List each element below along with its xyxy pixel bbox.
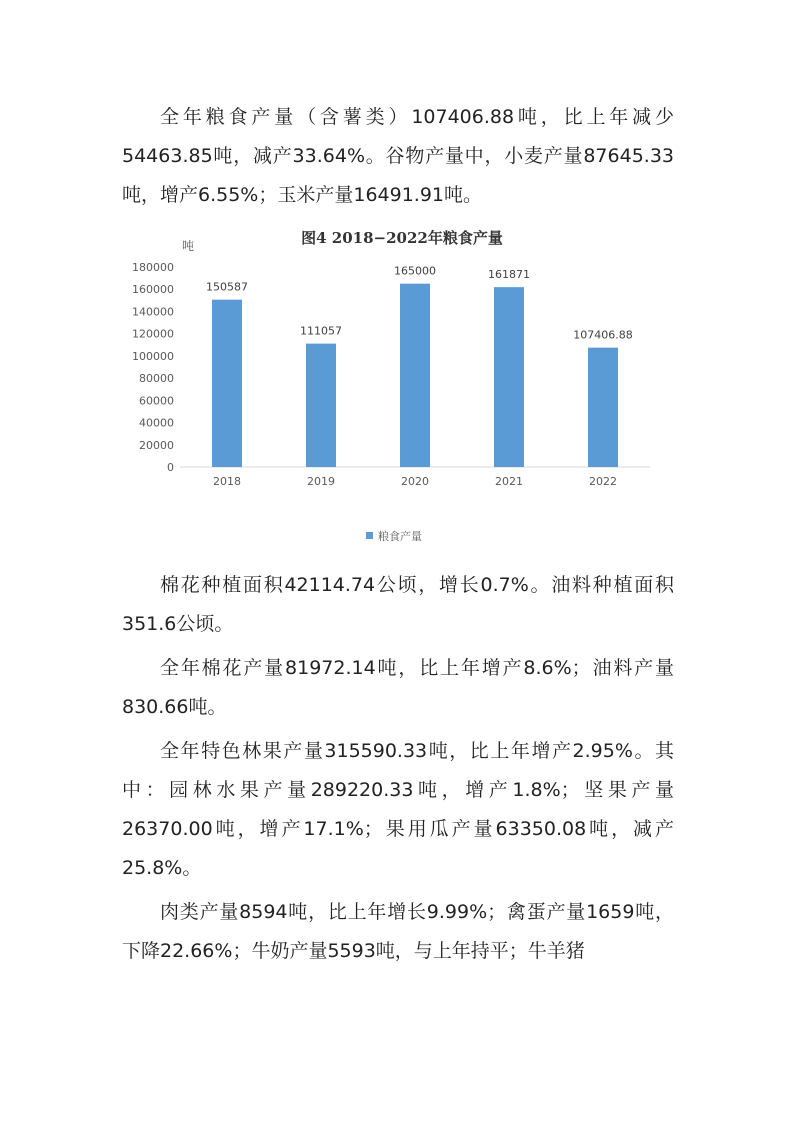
data-label-2018: 150587	[206, 280, 248, 294]
data-label-2020: 165000	[394, 264, 436, 278]
data-label-2019: 111057	[300, 324, 342, 338]
paragraph-cotton-area	[122, 566, 674, 644]
x-tick-label-2022: 2022	[589, 475, 617, 488]
bar-2022	[588, 348, 618, 467]
y-tick-label: 180000	[132, 261, 174, 274]
x-tick-label-2020: 2020	[401, 475, 429, 488]
grain-output-chart	[122, 222, 682, 552]
paragraph-fruit-output	[122, 732, 674, 888]
y-tick-label: 120000	[132, 327, 174, 341]
paragraph-text: 全年粮食产量（含薯类）107406.88吨，比上年减少54463.85吨，减产33.64%。谷物产量中，小麦产量87645.33吨，增产6.55%；玉米产量16491.91吨。	[122, 106, 674, 206]
paragraph-text: 棉花种植面积42114.74公顷，增长0.7%。油料种植面积351.6公顷。	[122, 574, 674, 635]
bar-2021	[494, 287, 524, 467]
bar-2018	[212, 300, 242, 467]
chart-title: 图4 2018−2022年粮食产量	[301, 229, 503, 247]
data-label-2022: 107406.88	[573, 328, 633, 342]
paragraph-grain-output	[122, 98, 674, 215]
y-tick-label: 140000	[132, 305, 174, 319]
paragraph-text: 全年特色林果产量315590.33吨，比上年增产2.95%。其中：园林水果产量289220.33吨，增产1.8%；坚果产量26370.00吨，增产17.1%；果用瓜产量63350.08吨，减产25.8%。	[122, 740, 674, 879]
x-tick-label-2018: 2018	[213, 475, 241, 488]
legend-swatch	[366, 532, 373, 539]
y-tick-label: 20000	[139, 438, 174, 452]
y-tick-label: 40000	[139, 416, 174, 430]
paragraph-meat-output	[122, 893, 674, 971]
legend-label: 粮食产量	[378, 530, 422, 543]
paragraph-text: 全年棉花产量81972.14吨，比上年增产8.6%；油料产量830.66吨。	[122, 657, 674, 718]
y-tick-label: 0	[167, 461, 174, 474]
paragraph-cotton-output	[122, 649, 674, 727]
bar-2020	[400, 284, 430, 467]
bar-2019	[306, 344, 336, 467]
paragraph-text: 肉类产量8594吨，比上年增长9.99%；禽蛋产量1659吨，下降22.66%；牛奶产量5593吨，与上年持平；牛羊猪	[122, 901, 674, 962]
chart-svg	[122, 222, 682, 552]
x-tick-label-2019: 2019	[307, 475, 335, 488]
y-tick-label: 80000	[139, 372, 174, 386]
x-tick-label-2021: 2021	[495, 475, 523, 488]
data-label-2021: 161871	[488, 268, 530, 282]
y-tick-label: 100000	[132, 349, 174, 363]
y-axis-unit-label: 吨	[182, 239, 195, 253]
y-tick-label: 160000	[132, 283, 174, 297]
y-tick-label: 60000	[139, 394, 174, 408]
